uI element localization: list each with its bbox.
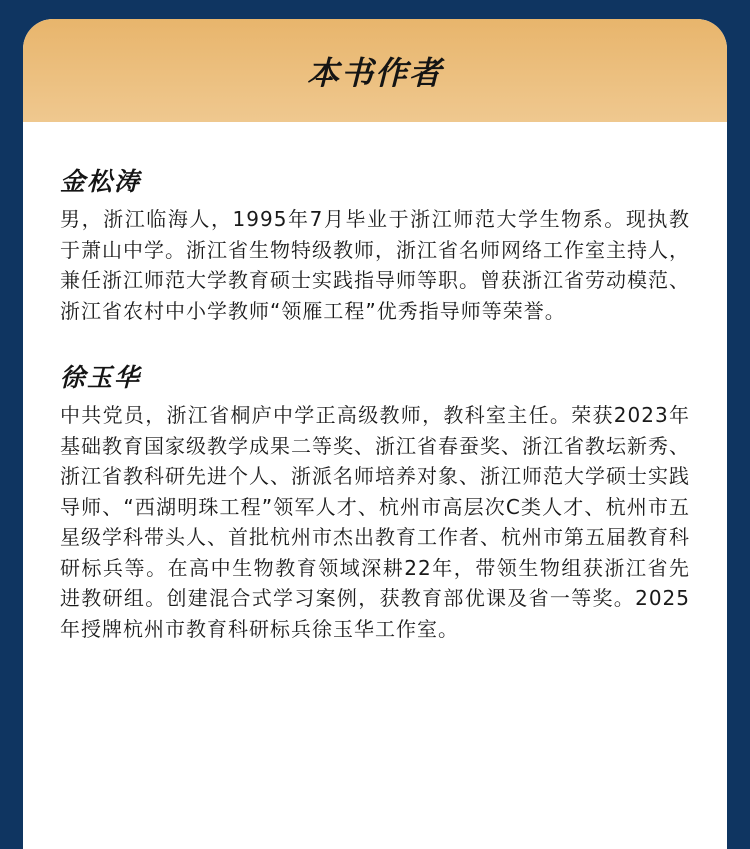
author-bio: 中共党员，浙江省桐庐中学正高级教师，教科室主任。荣获2023年基础教育国家级教学成果二等奖、浙江省春蚕奖、浙江省教坛新秀、浙江省教科研先进个人、浙派名师培养对象、浙江师范大学硕士实践导师、“西湖明珠工程”领军人才、杭州市高层次C类人才、杭州市五星级学科带头人、首批杭州市杰出教育工作者、杭州市第五届教育科研标兵等。在高中生物教育领域深耕22年，带领生物组获浙江省先进教研组。创建混合式学习案例，获教育部优课及省一等奖。2025年授牌杭州市教育科研标兵徐玉华工作室。 [60,403,690,641]
page-title: 本书作者 [306,53,443,92]
author-section [60,162,690,326]
author-bio: 男，浙江临海人，1995年7月毕业于浙江师范大学生物系。现执教于萧山中学。浙江省生物特级教师，浙江省名师网络工作室主持人，兼任浙江师范大学教育硕士实践指导师等职。曾获浙江省劳动模范、浙江省农村中小学教师“领雁工程”优秀指导师等荣誉。 [60,207,690,323]
card-header [23,19,727,122]
author-section [60,358,690,644]
author-name: 徐玉华 [60,363,142,392]
card-body [23,122,727,644]
author-name: 金松涛 [60,167,142,196]
author-card [23,19,727,849]
